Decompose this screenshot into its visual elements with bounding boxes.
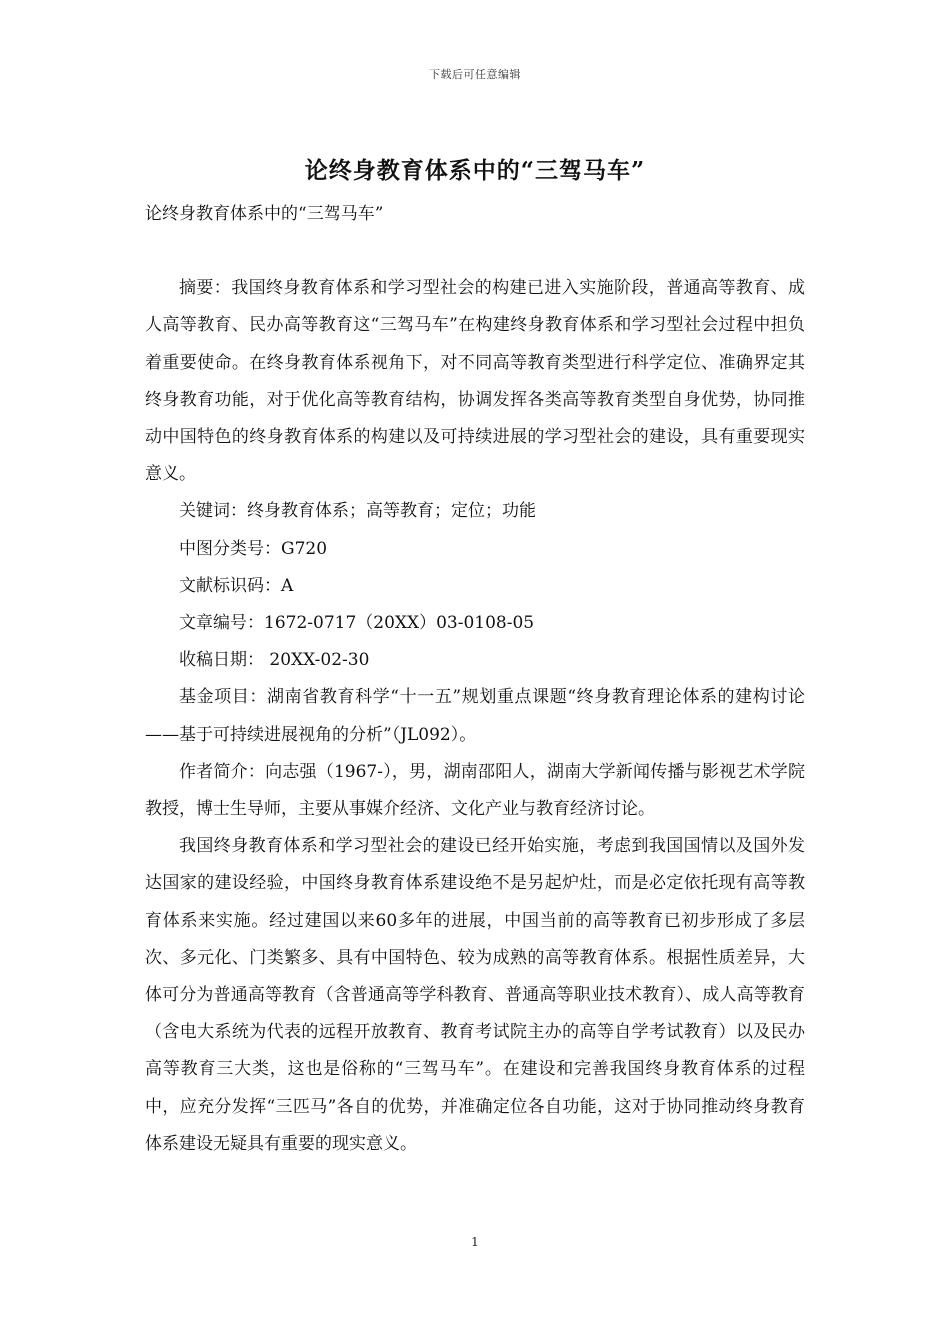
page-number: 1 <box>471 1235 479 1249</box>
fund-paragraph: 基金项目：湖南省教育科学“十一五”规划重点课题“终身教育理论体系的建构讨论——基于可持续进展视角的分析”（JL092）。 <box>145 687 805 745</box>
author-paragraph: 作者简介：向志强（1967-），男，湖南邵阳人，湖南大学新闻传播与影视艺术学院教授，博士生导师，主要从事媒介经济、文化产业与教育经济讨论。 <box>145 761 805 820</box>
document-subtitle: 论终身教育体系中的“三驾马车” <box>145 204 384 224</box>
received-date-line: 收稿日期： 20XX-02-30 <box>179 650 370 671</box>
abstract-paragraph: 摘要：我国终身教育体系和学习型社会的构建已进入实施阶段，普通高等教育、成人高等教育、民办高等教育这“三驾马车”在构建终身教育体系和学习型社会过程中担负着重要使命。在终身教育体系视角下，对不同高等教育类型进行科学定位、准确界定其终身教育功能，对于优化高等教育结构，协调发挥各类高等教育类型自身优势，协同推动中国特色的终身教育体系的构建以及可持续进展的学习型社会的建设，具有重要现实意义。 <box>145 278 805 485</box>
clc-number-line: 中图分类号：G720 <box>179 538 328 559</box>
header-note: 下载后可任意编辑 <box>429 68 521 81</box>
article-number-line: 文章编号：1672-0717（20XX）03-0108-05 <box>179 613 535 634</box>
keywords-line: 关键词：终身教育体系；高等教育；定位；功能 <box>179 501 536 522</box>
body-paragraph: 我国终身教育体系和学习型社会的建设已经开始实施，考虑到我国国情以及国外发达国家的建设经验，中国终身教育体系建设绝不是另起炉灶，而是必定依托现有高等教育体系来实施。经过建国以来60多年的进展，中国当前的高等教育已初步形成了多层次、多元化、门类繁多、具有中国特色、较为成熟的高等教育体系。根据性质差异，大体可分为普通高等教育（含普通高等学科教育、普通高等职业技术教育）、成人高等教育（含电大系统为代表的远程开放教育、教育考试院主办的高等自学考试教育）以及民办高等教育三大类，这也是俗称的“三驾马车”。在建设和完善我国终身教育体系的过程中，应充分发挥“三匹马”各自的优势，并准确定位各自功能，这对于协同推动终身教育体系建设无疑具有重要的现实意义。 <box>145 836 805 1154</box>
document-title: 论终身教育体系中的“三驾马车” <box>304 157 646 184</box>
doc-code-line: 文献标识码：A <box>179 575 294 596</box>
document-body <box>145 196 805 1163</box>
